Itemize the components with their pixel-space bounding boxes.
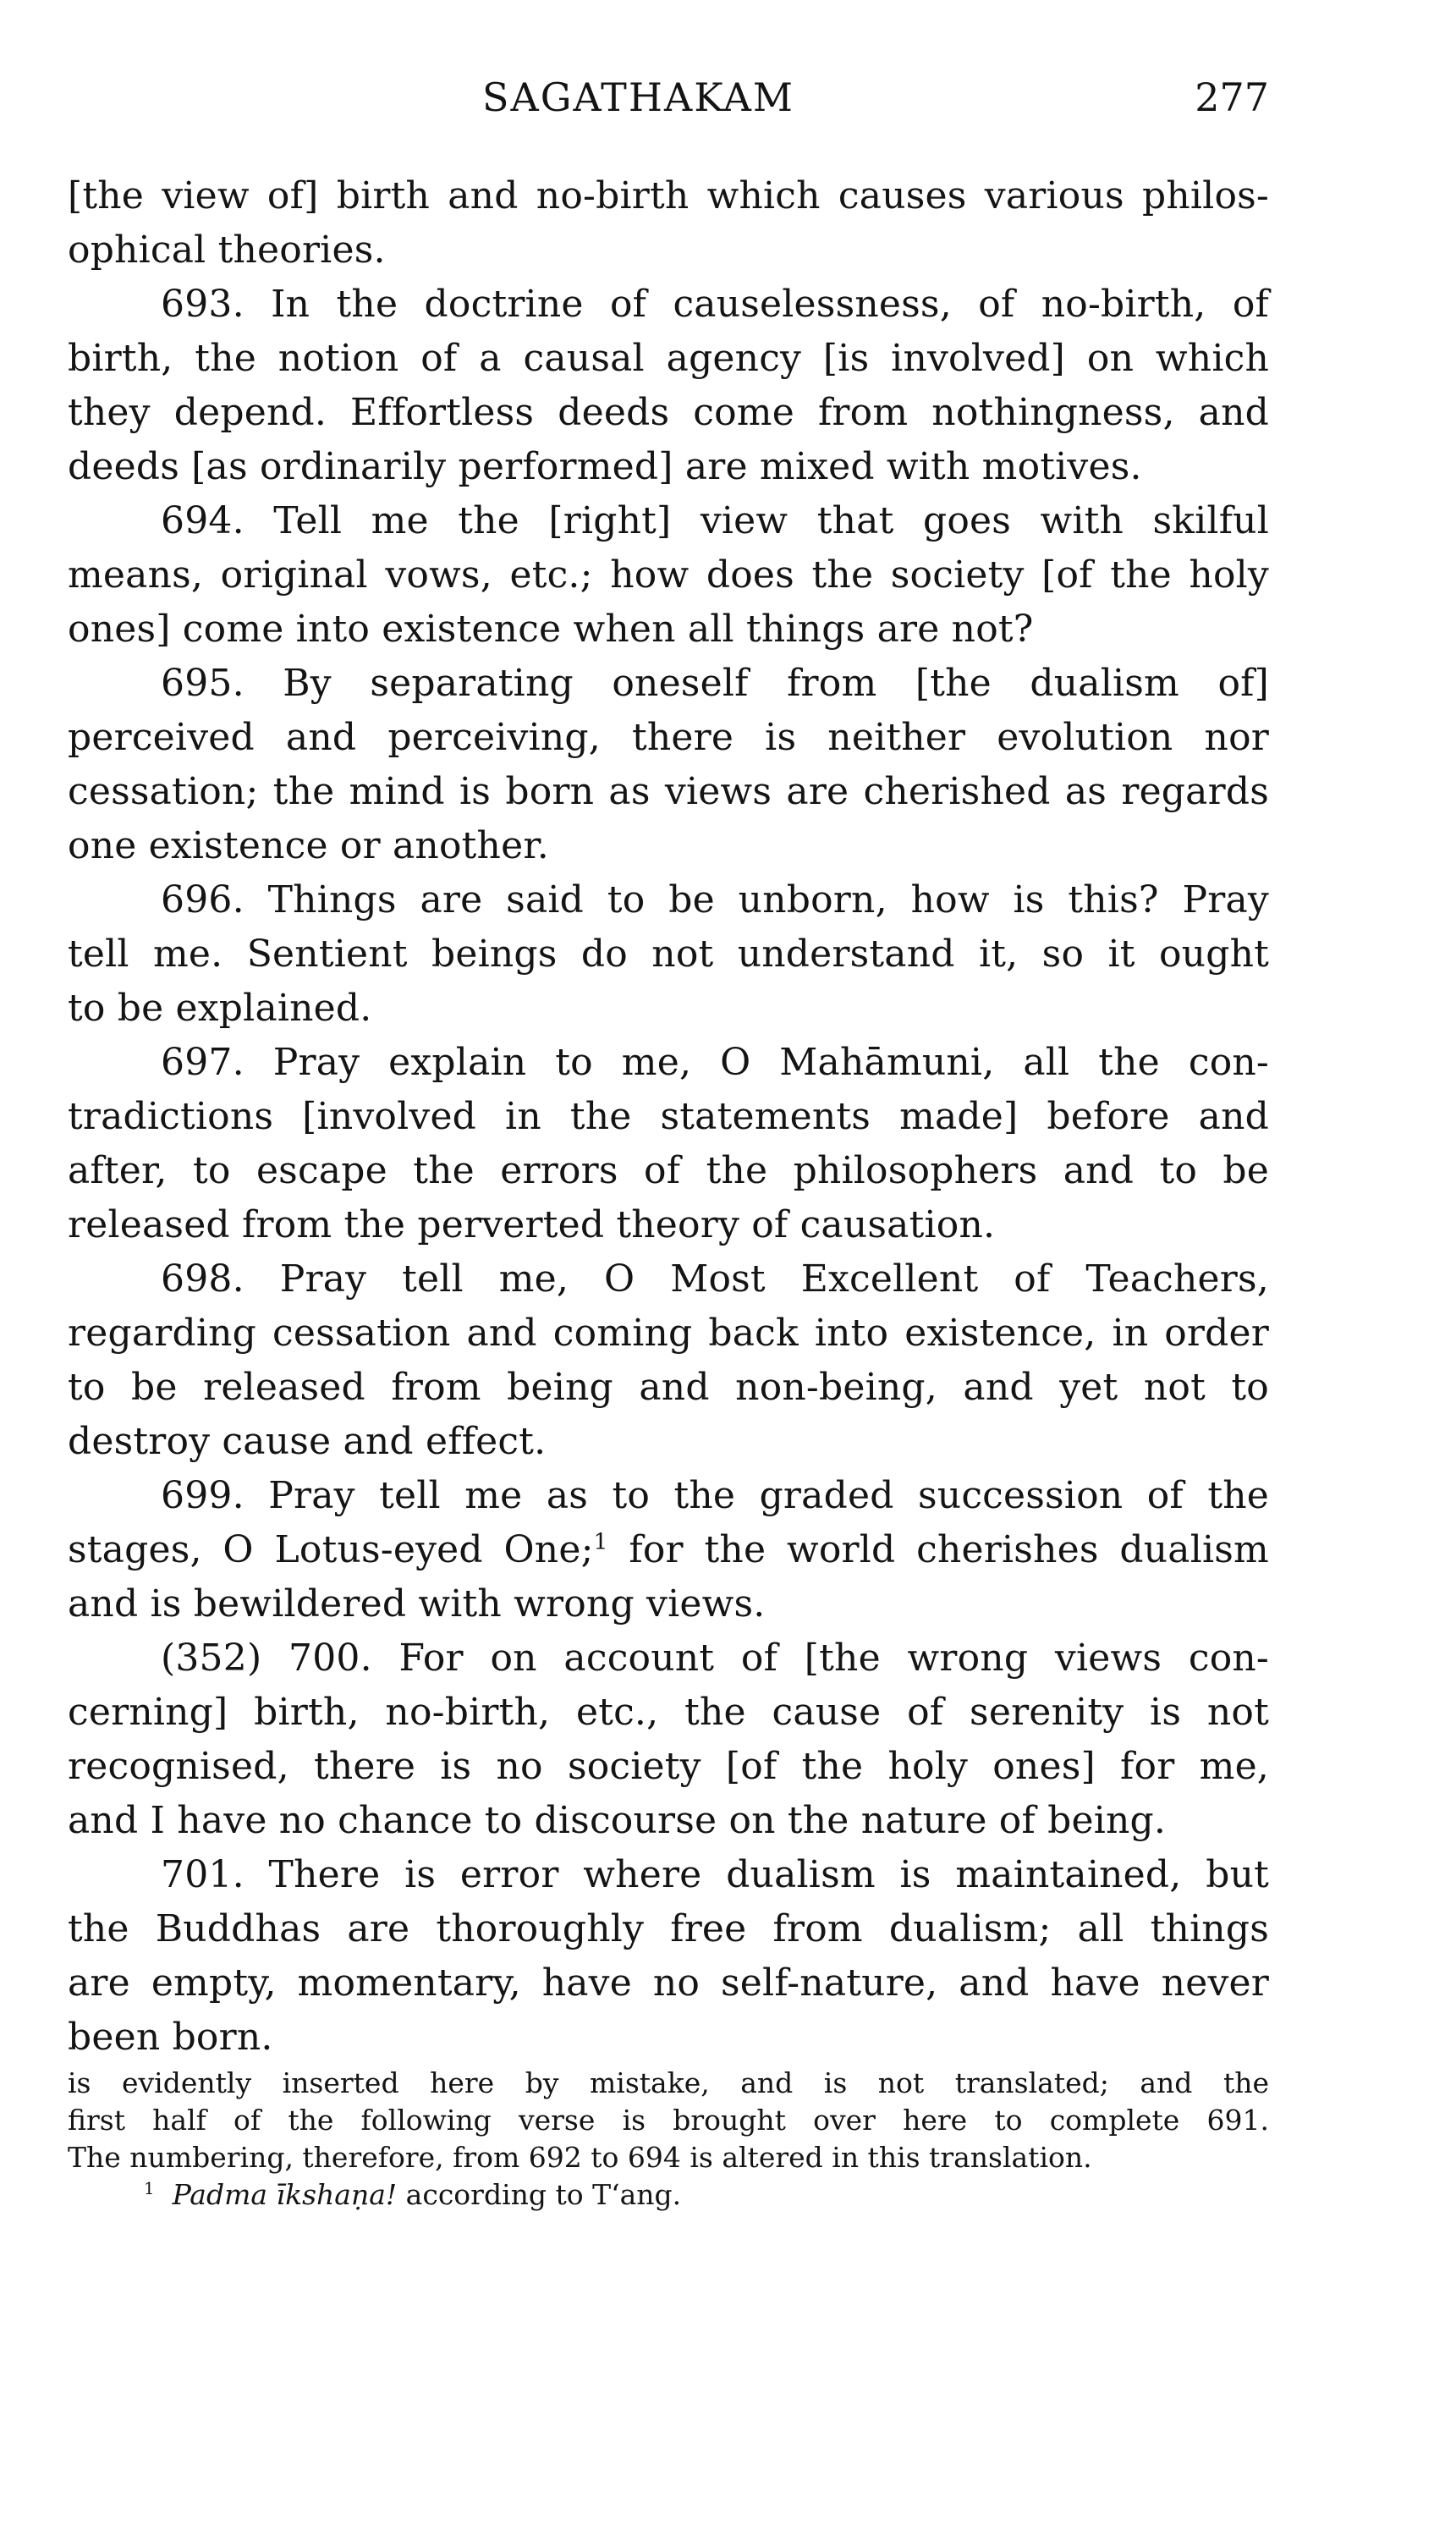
text-line: released from the perverted theory of causation.	[68, 1203, 996, 1246]
text-line: are empty, momentary, have no self-nature, and have never	[68, 1961, 1269, 2005]
footnote-text: according to T‘ang.	[405, 2178, 682, 2211]
text-line: regarding cessation and coming back into existence, in order	[68, 1312, 1269, 1355]
text-line: they depend. Effortless deeds come from nothingness, and	[68, 391, 1269, 434]
text-fragment: stages, O Lotus-eyed One;	[68, 1528, 594, 1571]
running-head: SAGATHAKAM	[482, 74, 795, 120]
verse-699: 699. Pray tell me as to the graded succession of the	[161, 1474, 1269, 1517]
verse-697: 697. Pray explain to me, O Mahāmuni, all the con-	[161, 1041, 1269, 1084]
text-line-with-footnote	[68, 1523, 1269, 1577]
page-header	[68, 74, 1269, 134]
text-line: been born.	[68, 2016, 273, 2059]
verse-700: (352) 700. For on account of [the wrong views con-	[161, 1637, 1269, 1680]
verse-698: 698. Pray tell me, O Most Excellent of Teachers,	[161, 1257, 1269, 1301]
text-line: ones] come into existence when all things are not?	[68, 608, 1034, 651]
text-line: and is bewildered with wrong views.	[68, 1582, 766, 1626]
verse-694: 694. Tell me the [right] view that goes with skilful	[161, 499, 1269, 542]
text-line: cessation; the mind is born as views are cherished as regards	[68, 770, 1269, 813]
verse-693: 693. In the doctrine of causelessness, of no-birth, of	[161, 283, 1269, 326]
text-line: after, to escape the errors of the philosophers and to be	[68, 1149, 1269, 1192]
text-line: perceived and perceiving, there is neither evolution nor	[68, 716, 1269, 759]
verse-696: 696. Things are said to be unborn, how is this? Pray	[161, 878, 1269, 921]
text-line: recognised, there is no society [of the holy ones] for me,	[68, 1745, 1269, 1788]
footnote-number: 1	[144, 2179, 155, 2198]
footnote-line: is evidently inserted here by mistake, and is not translated; and the	[68, 2066, 1269, 2099]
footnote-1	[68, 2176, 1269, 2214]
body-text	[68, 169, 1269, 2065]
text-line: deeds [as ordinarily performed] are mixed with motives.	[68, 445, 1142, 488]
text-line: and I have no chance to discourse on the nature of being.	[68, 1799, 1167, 1842]
text-line: birth, the notion of a causal agency [is involved] on which	[68, 337, 1269, 380]
page-number: 277	[1195, 74, 1269, 120]
text-line: ophical theories.	[68, 228, 386, 272]
text-fragment: for the world cherishes dualism	[629, 1528, 1269, 1571]
footnote-line: The numbering, therefore, from 692 to 694 is altered in this translation.	[68, 2141, 1092, 2174]
text-line: means, original vows, etc.; how does the society [of the holy	[68, 553, 1269, 597]
text-line: [the view of] birth and no-birth which causes various philos-	[68, 174, 1269, 217]
verse-701: 701. There is error where dualism is maintained, but	[161, 1853, 1269, 1896]
text-line: destroy cause and effect.	[68, 1420, 547, 1463]
text-line: one existence or another.	[68, 824, 549, 867]
footnote-term: Padma īkshaṇa!	[172, 2178, 398, 2211]
footnotes	[68, 2065, 1269, 2214]
text-line: tradictions [involved in the statements made] before and	[68, 1095, 1269, 1138]
verse-695: 695. By separating oneself from [the dualism of]	[161, 662, 1269, 705]
text-line: to be explained.	[68, 987, 372, 1030]
text-line: tell me. Sentient beings do not understand it, so it ought	[68, 932, 1269, 976]
footnote-line: first half of the following verse is brought over here to complete 691.	[68, 2104, 1269, 2137]
footnote-mark: 1	[593, 1528, 608, 1555]
text-line: cerning] birth, no-birth, etc., the cause of serenity is not	[68, 1691, 1269, 1734]
text-line: to be released from being and non-being, and yet not to	[68, 1366, 1269, 1409]
text-line: the Buddhas are thoroughly free from dualism; all things	[68, 1907, 1269, 1950]
